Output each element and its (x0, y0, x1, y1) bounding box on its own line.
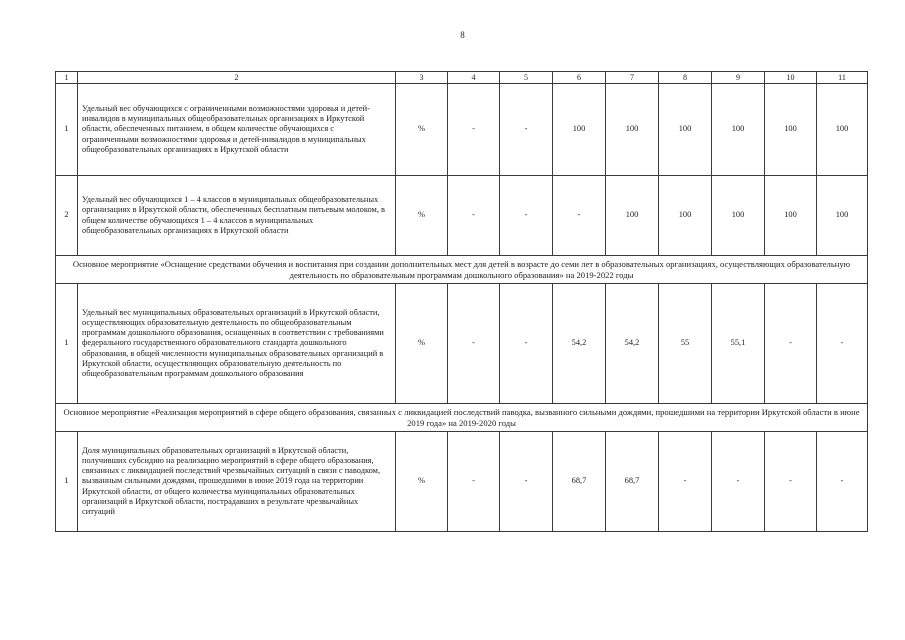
row-number: 1 (56, 432, 78, 532)
page-number: 8 (460, 30, 465, 40)
header-cell: 3 (396, 72, 448, 84)
indicator-description: Доля муниципальных образовательных организаций в Иркутской области, получивших субсидию на реализацию мероприятий в сфере общего образования, связанных с ликвидацией последствий чрезвычайных ситуаций в связи с паводком, вызванным сильными дождями, прошедшими в июне 2019 года на территории Иркутской области, от общего количества муниципальных образовательных организаций в Иркутской области, пострадавших в результате чрезвычайных ситуаций (78, 432, 396, 532)
header-cell: 1 (56, 72, 78, 84)
section-title: Основное мероприятие «Оснащение средствами обучения и воспитания при создании дополнительных мест для детей в возрасте до семи лет в образовательных организациях, осуществляющих образовательную деятельность по образовательным программам дошкольного образования» на 2019-2022 годы (56, 256, 868, 284)
indicator-row (56, 284, 868, 404)
value-cell: 100 (553, 84, 606, 176)
header-cell: 6 (553, 72, 606, 84)
header-cell: 4 (448, 72, 500, 84)
value-cell: 54,2 (553, 284, 606, 404)
unit-cell: % (396, 284, 448, 404)
section-title: Основное мероприятие «Реализация мероприятий в сфере общего образования, связанных с ликвидацией последствий паводка, вызванного сильными дождями, прошедшими на территории Иркутской области в июне 2019 года» на 2019-2020 годы (56, 404, 868, 432)
value-cell: 100 (817, 84, 868, 176)
value-cell: 100 (659, 84, 712, 176)
header-cell: 5 (500, 72, 553, 84)
indicator-description: Удельный вес муниципальных образовательных организаций в Иркутской области, осуществляющих образовательную деятельность по общеобразовательным программам дошкольного образования, оснащенных в соответствии с требованиями федерального государственного образовательного стандарта дошкольного образования, в общей численности муниципальных образовательных организаций в Иркутской области, осуществляющих образовательную деятельность по общеобразовательным программам дошкольного образования (78, 284, 396, 404)
section-row (56, 256, 868, 284)
value-cell: - (448, 284, 500, 404)
value-cell: - (659, 432, 712, 532)
header-cell: 7 (606, 72, 659, 84)
value-cell: 68,7 (606, 432, 659, 532)
value-cell: 68,7 (553, 432, 606, 532)
indicator-description: Удельный вес обучающихся 1 – 4 классов в муниципальных общеобразовательных организациях в Иркутской области, обеспеченных бесплатным питьевым молоком, в общем количестве обучающихся 1 – 4 классов в муниципальных общеобразовательных организациях в Иркутской области (78, 176, 396, 256)
indicator-row (56, 432, 868, 532)
value-cell: - (765, 432, 817, 532)
unit-cell: % (396, 176, 448, 256)
header-cell: 9 (712, 72, 765, 84)
value-cell: 54,2 (606, 284, 659, 404)
header-cell: 10 (765, 72, 817, 84)
row-number: 2 (56, 176, 78, 256)
value-cell: - (500, 432, 553, 532)
value-cell: - (765, 284, 817, 404)
value-cell: 100 (659, 176, 712, 256)
value-cell: - (448, 84, 500, 176)
value-cell: 100 (765, 176, 817, 256)
value-cell: - (817, 284, 868, 404)
value-cell: - (500, 176, 553, 256)
value-cell: 100 (817, 176, 868, 256)
value-cell: 100 (606, 176, 659, 256)
value-cell: - (500, 284, 553, 404)
value-cell: 100 (606, 84, 659, 176)
value-cell: - (448, 176, 500, 256)
row-number: 1 (56, 284, 78, 404)
value-cell: 100 (712, 176, 765, 256)
value-cell: - (553, 176, 606, 256)
value-cell: - (712, 432, 765, 532)
value-cell: 100 (712, 84, 765, 176)
value-cell: 55 (659, 284, 712, 404)
indicators-table (55, 71, 868, 532)
value-cell: - (448, 432, 500, 532)
value-cell: - (817, 432, 868, 532)
header-row (56, 72, 868, 84)
indicator-row (56, 84, 868, 176)
indicator-row (56, 176, 868, 256)
unit-cell: % (396, 84, 448, 176)
header-cell: 2 (78, 72, 396, 84)
header-cell: 11 (817, 72, 868, 84)
header-cell: 8 (659, 72, 712, 84)
value-cell: 55,1 (712, 284, 765, 404)
indicator-description: Удельный вес обучающихся с ограниченными возможностями здоровья и детей-инвалидов в муниципальных общеобразовательных организациях в Иркутской области, обеспеченных питанием, в общем количестве обучающихся с ограниченными возможностями здоровья и детей-инвалидов в муниципальных общеобразовательных организациях в Иркутской области (78, 84, 396, 176)
unit-cell: % (396, 432, 448, 532)
value-cell: - (500, 84, 553, 176)
value-cell: 100 (765, 84, 817, 176)
row-number: 1 (56, 84, 78, 176)
section-row (56, 404, 868, 432)
